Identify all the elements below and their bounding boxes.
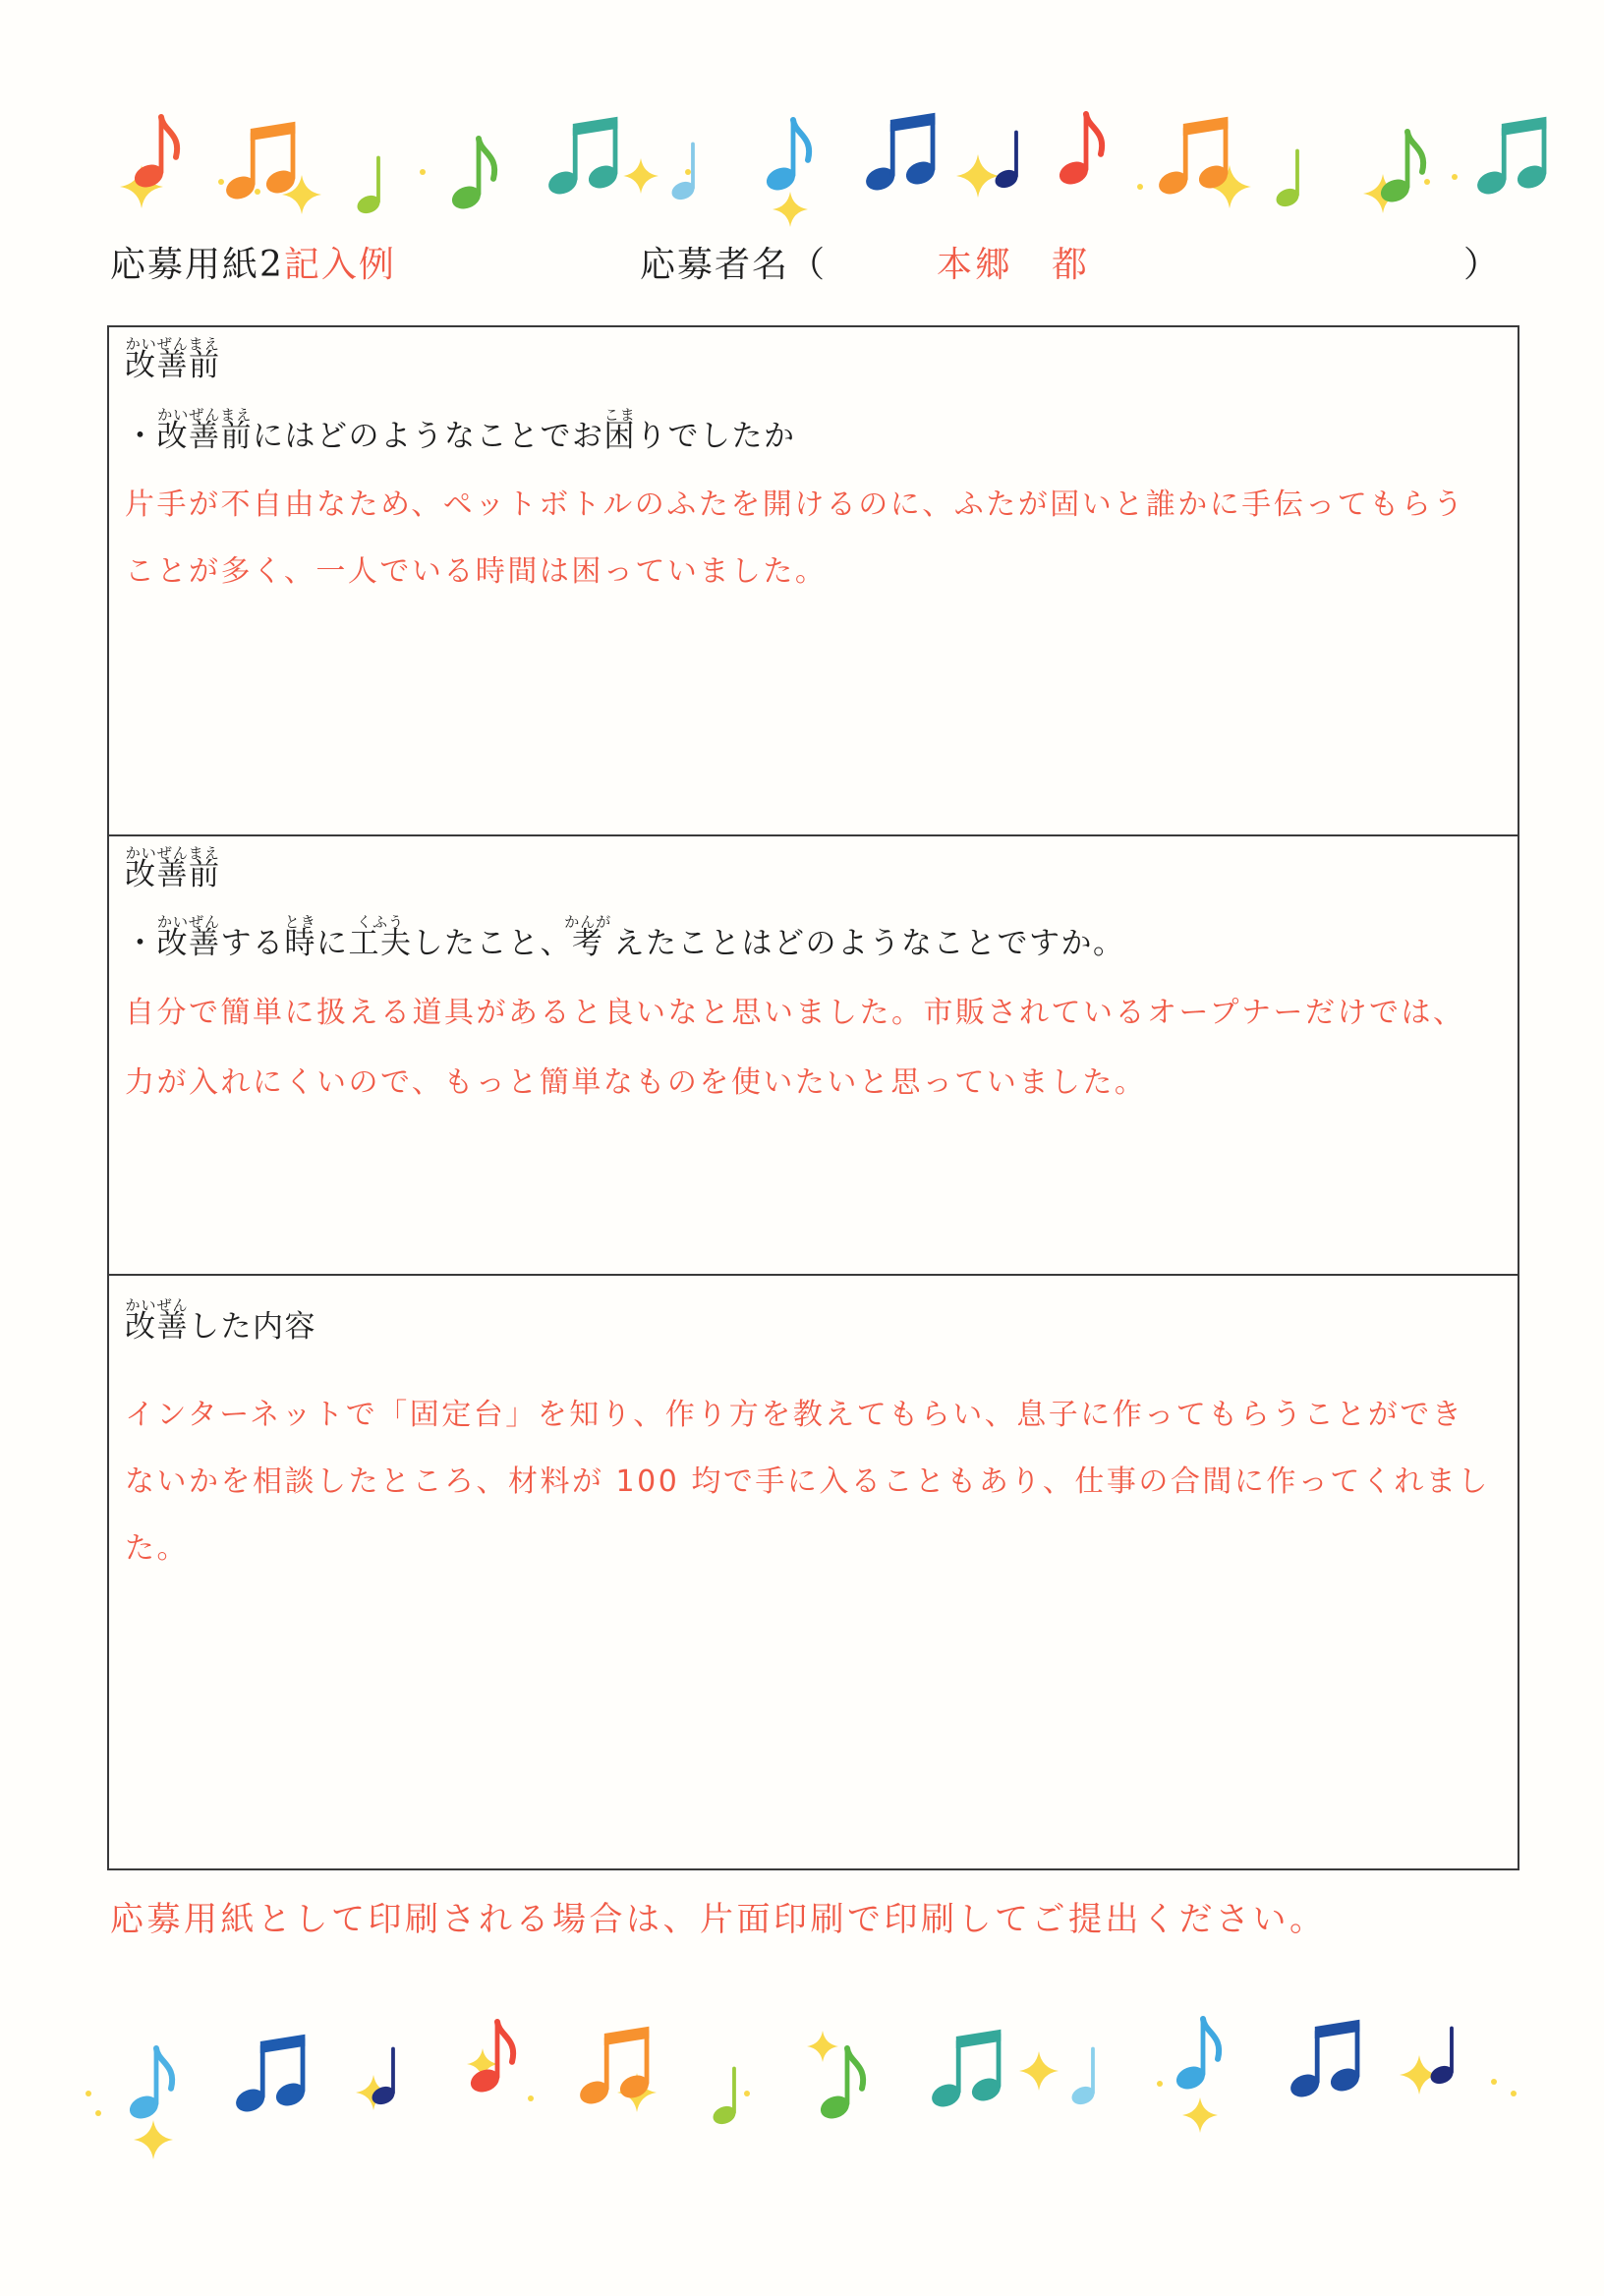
ruby-group	[156, 913, 221, 963]
section-before-problem	[109, 327, 1518, 834]
note-flag	[793, 120, 809, 160]
beamed-notes-icon	[1474, 117, 1550, 199]
music-notes-border-bottom	[0, 1995, 1604, 2172]
note-flag	[156, 2048, 172, 2089]
section-ingenuity	[109, 834, 1518, 1274]
ruby-text: こま	[603, 406, 636, 424]
section-heading	[125, 1296, 316, 1347]
eighth-note-icon	[1056, 114, 1102, 189]
form-title	[110, 242, 396, 289]
note-flag	[1203, 2019, 1219, 2059]
example-label: 記入例	[283, 245, 396, 285]
answer-line: 自分で簡単に扱える道具があると良いなと思いました。市販されているオープナーだけでは、	[125, 996, 1465, 1030]
ruby-base: 考	[572, 926, 604, 961]
section-improvement-details	[109, 1274, 1518, 1868]
ruby-group	[348, 913, 413, 963]
sparkle-icon	[1182, 2097, 1218, 2133]
ruby-base: 改善	[125, 1309, 189, 1345]
eighth-note-icon	[763, 120, 809, 195]
print-instruction-note: 応募用紙として印刷される場合は、片面印刷で印刷してご提出ください。	[110, 1900, 1327, 1939]
question-text: りでしたか	[636, 419, 796, 454]
beamed-notes-icon	[929, 2030, 1004, 2111]
ruby-text: とき	[284, 913, 316, 931]
ruby-text: かいぜん	[156, 913, 221, 931]
beamed-notes-icon	[223, 122, 299, 203]
ruby-text: かいぜん	[125, 1296, 189, 1314]
quarter-note-icon	[1428, 2029, 1456, 2088]
eighth-note-icon	[817, 2048, 863, 2123]
question-text: に	[316, 926, 349, 961]
eighth-note-icon	[448, 139, 494, 213]
eighth-note-icon	[1377, 132, 1423, 206]
ruby-base: 改善前	[156, 419, 253, 454]
sparkle-dot	[744, 2091, 750, 2096]
note-beam	[260, 2035, 306, 2053]
sparkle-dot	[1137, 184, 1143, 190]
sparkle-dot	[1452, 174, 1458, 180]
ruby-group	[284, 913, 317, 963]
section-answer	[125, 472, 1465, 605]
beamed-notes-icon	[545, 117, 621, 199]
sparkle-dot	[1491, 2079, 1497, 2085]
note-beam	[1315, 2020, 1360, 2038]
note-beam	[604, 2027, 650, 2045]
note-beam	[956, 2030, 1002, 2048]
quarter-note-icon	[1274, 151, 1301, 210]
heading-text: した内容	[189, 1309, 316, 1345]
question-text: したこと、	[412, 926, 572, 961]
question-text: する	[220, 926, 285, 961]
note-beam	[1502, 117, 1547, 136]
sparkle-dot	[95, 2110, 101, 2116]
beamed-notes-icon	[1288, 2020, 1363, 2101]
sparkle-dot	[528, 2095, 534, 2101]
ruby-text: かいぜんまえ	[157, 406, 253, 424]
applicant-close-paren: ）	[1463, 245, 1502, 285]
eighth-note-icon	[126, 2048, 172, 2123]
ruby-group	[125, 1296, 189, 1347]
ruby-group	[125, 844, 221, 894]
answer-line: 力が入れにくいので、もっと簡単なものを使いたいと思っていました。	[125, 1065, 1147, 1100]
sparkle-icon	[134, 2120, 173, 2159]
quarter-note-icon	[355, 158, 382, 217]
ruby-group	[125, 335, 221, 385]
section-question	[125, 913, 1125, 963]
applicant-name: 本郷 都	[937, 245, 1091, 285]
question-text: にはどのようなことでお	[253, 419, 604, 454]
beamed-notes-icon	[863, 113, 939, 195]
note-beam	[1183, 117, 1229, 136]
beamed-notes-icon	[233, 2035, 309, 2116]
ruby-group	[603, 406, 637, 456]
note-flag	[847, 2048, 863, 2089]
sparkle-icon	[1019, 2051, 1059, 2091]
sparkle-dot	[1511, 2091, 1517, 2096]
answer-line: 片手が不自由なため、ペットボトルのふたを開けるのに、ふたが固いと誰かに手伝ってもらう	[125, 488, 1465, 522]
answer-line: ことが多く、一人でいる時間は困っていました。	[125, 554, 828, 589]
note-flag	[161, 117, 177, 157]
section-question	[125, 406, 796, 456]
music-notes-border-top	[0, 88, 1604, 226]
question-text: えたことはどのようなことですか。	[613, 926, 1125, 961]
quarter-note-icon	[711, 2069, 738, 2128]
sparkle-dot	[685, 169, 691, 175]
quarter-note-icon	[1069, 2049, 1097, 2108]
note-flag	[497, 2022, 513, 2062]
ruby-text: くふう	[356, 913, 405, 931]
note-flag	[1086, 114, 1102, 154]
eighth-note-icon	[131, 117, 177, 192]
ruby-base: 工夫	[348, 926, 413, 961]
section-answer	[125, 978, 1465, 1118]
quarter-note-icon	[993, 133, 1020, 192]
ruby-base: 困	[603, 419, 636, 454]
answer-line: た。	[125, 1531, 189, 1566]
ruby-base: 改善	[156, 926, 221, 961]
note-beam	[573, 117, 618, 136]
ruby-base: 改善前	[125, 348, 221, 383]
ruby-base: 改善前	[125, 857, 221, 892]
note-beam	[890, 113, 936, 132]
question-bullet: ・	[125, 419, 157, 454]
ruby-group	[156, 406, 254, 456]
sparkle-dot	[86, 2091, 91, 2096]
answer-line: インターネットで「固定台」を知り、作り方を教えてもらい、息子に作ってもらうことができ	[125, 1398, 1464, 1432]
sparkle-icon	[773, 192, 808, 227]
sparkle-dot	[218, 179, 224, 185]
ruby-text: かんが	[564, 913, 612, 931]
form-box	[107, 325, 1519, 1870]
ruby-base: 時	[284, 926, 316, 961]
question-bullet: ・	[125, 926, 157, 961]
section-answer	[125, 1382, 1490, 1582]
sparkle-dot	[255, 189, 260, 195]
eighth-note-icon	[1173, 2019, 1219, 2094]
ruby-group	[564, 913, 612, 963]
section-heading	[125, 844, 221, 894]
note-beam	[251, 122, 296, 141]
eighth-note-icon	[467, 2022, 513, 2096]
applicant-label: 応募者名（	[640, 245, 828, 285]
sparkle-icon	[807, 2031, 838, 2062]
answer-line: ないかを相談したところ、材料が 100 均で手に入ることもあり、仕事の合間に作ってくれまし	[125, 1464, 1490, 1499]
note-flag	[1407, 132, 1423, 172]
note-flag	[479, 139, 494, 179]
ruby-text: かいぜんまえ	[125, 335, 220, 353]
section-heading	[125, 335, 221, 385]
sparkle-icon	[956, 154, 1000, 198]
sparkle-dot	[1424, 179, 1430, 185]
sparkle-dot	[1157, 2081, 1163, 2087]
quarter-note-icon	[669, 144, 697, 203]
sparkle-icon	[623, 158, 659, 194]
form-label: 応募用紙2	[110, 245, 284, 285]
sparkle-dot	[420, 169, 426, 175]
ruby-text: かいぜんまえ	[125, 844, 220, 862]
